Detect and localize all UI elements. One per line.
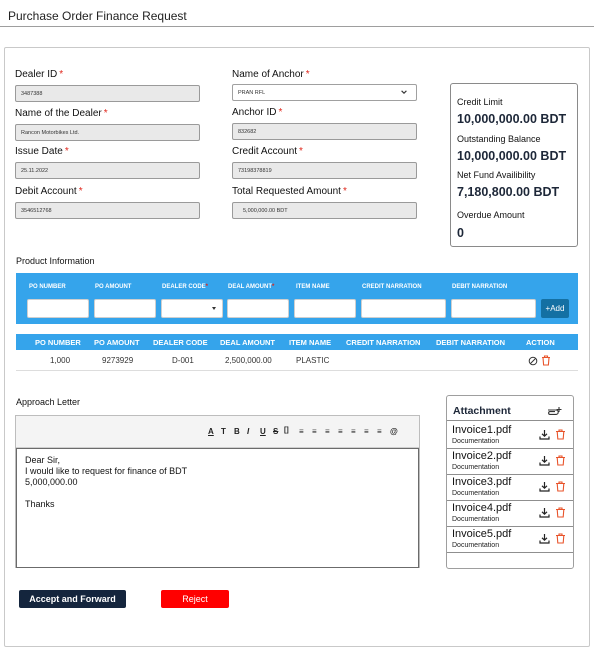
add-attachment-icon[interactable] — [546, 405, 562, 416]
strikethrough-button[interactable]: S — [273, 427, 279, 436]
anchor-id-label: Anchor ID * — [232, 107, 283, 118]
attachment-title: Attachment — [453, 405, 511, 417]
attachment-item — [447, 423, 573, 449]
col-credit-narration: CREDIT NARRATION — [346, 338, 421, 347]
cell-dealer-code: D-001 — [172, 356, 194, 365]
image-button[interactable]: [] — [284, 427, 289, 434]
balance-panel — [450, 83, 578, 247]
underline-button[interactable]: U — [260, 427, 266, 436]
outstanding-value: 10,000,000.00 BDT — [457, 149, 567, 163]
debit-account-label: Debit Account * — [15, 186, 83, 197]
table-divider — [16, 370, 578, 371]
cell-item-name: PLASTIC — [296, 356, 330, 365]
add-product-button[interactable]: +Add — [541, 299, 569, 318]
col-item-name: ITEM NAME — [289, 338, 332, 347]
cell-deal-amount: 2,500,000.00 — [225, 356, 272, 365]
list-button[interactable]: ≡ — [299, 427, 304, 436]
anchor-name-label: Name of Anchor * — [232, 69, 310, 80]
delete-icon[interactable] — [555, 455, 566, 466]
deal-amount-input[interactable] — [227, 299, 289, 318]
net-fund-label: Net Fund Availibility — [457, 170, 536, 180]
credit-account-label: Credit Account * — [232, 146, 303, 157]
delete-icon[interactable] — [555, 429, 566, 440]
italic-button[interactable]: I — [247, 427, 250, 436]
overdue-value: 0 — [457, 226, 464, 240]
attachment-item — [447, 527, 573, 553]
issue-date-label: Issue Date * — [15, 146, 69, 157]
dealer-name-field[interactable]: Rancon Motorbikes Ltd. — [15, 124, 200, 141]
chevron-down-icon — [400, 88, 408, 96]
download-icon[interactable] — [539, 429, 550, 440]
letter-line: 5,000,000.00 — [25, 477, 78, 487]
debit-narration-input[interactable] — [451, 299, 536, 318]
dealer-id-field[interactable]: 3487388 — [15, 85, 200, 102]
attachment-name[interactable]: Invoice5.pdf — [452, 528, 512, 540]
approach-letter-label: Approach Letter — [16, 397, 81, 407]
credit-account-field[interactable]: 73198378819 — [232, 162, 417, 179]
download-icon[interactable] — [539, 507, 550, 518]
attachment-type: Documentation — [452, 542, 500, 549]
cell-po-amount: 9273929 — [102, 356, 134, 365]
indent-button[interactable]: ≡ — [325, 427, 330, 436]
outstanding-label: Outstanding Balance — [457, 134, 541, 144]
delete-icon[interactable] — [555, 533, 566, 544]
attachment-panel — [446, 395, 574, 569]
letter-line: Dear Sir, — [25, 455, 61, 465]
font-size-button[interactable]: T — [221, 427, 226, 436]
attach-button[interactable]: @ — [390, 427, 398, 436]
letter-line: I would like to request for finance of BDT — [25, 466, 188, 476]
page-title: Purchase Order Finance Request — [8, 9, 187, 23]
align-right-button[interactable]: ≡ — [377, 427, 382, 436]
attachment-type: Documentation — [452, 464, 500, 471]
product-info-label: Product Information — [16, 256, 95, 266]
col-po-amount: PO AMOUNT — [94, 338, 140, 347]
outdent-button[interactable]: ≡ — [338, 427, 343, 436]
font-color-button[interactable]: A — [208, 427, 214, 436]
accept-and-forward-button[interactable]: Accept and Forward — [19, 590, 126, 608]
total-requested-field[interactable]: 5,000,000.00 BDT — [232, 202, 417, 219]
col-deal-amount: DEAL AMOUNT — [220, 338, 275, 347]
credit-narration-input[interactable] — [361, 299, 446, 318]
entry-header-dealer-code: DEALER CODE* — [162, 284, 209, 290]
caret-down-icon — [212, 307, 216, 310]
attachment-type: Documentation — [452, 490, 500, 497]
net-fund-value: 7,180,800.00 BDT — [457, 185, 560, 199]
letter-line — [25, 488, 410, 499]
dealer-code-select[interactable] — [161, 299, 223, 318]
delete-icon[interactable] — [555, 481, 566, 492]
approach-letter-text[interactable] — [16, 448, 419, 568]
po-number-input[interactable] — [27, 299, 89, 318]
anchor-id-field[interactable]: 832682 — [232, 123, 417, 140]
align-center-button[interactable]: ≡ — [364, 427, 369, 436]
attachment-item — [447, 475, 573, 501]
item-name-input[interactable] — [294, 299, 356, 318]
attachment-name[interactable]: Invoice2.pdf — [452, 450, 512, 462]
attachment-divider — [447, 552, 573, 553]
entry-header-debit-narration: DEBIT NARRATION — [452, 284, 508, 290]
attachment-item — [447, 501, 573, 527]
entry-header-po-number: PO NUMBER — [29, 284, 66, 290]
credit-limit-label: Credit Limit — [457, 97, 503, 107]
attachment-name[interactable]: Invoice1.pdf — [452, 424, 512, 436]
attachment-type: Documentation — [452, 438, 500, 445]
attachment-name[interactable]: Invoice3.pdf — [452, 476, 512, 488]
attachment-divider — [447, 420, 573, 421]
editor-toolbar — [16, 416, 419, 448]
letter-line: Thanks — [25, 499, 55, 509]
dealer-name-label: Name of the Dealer * — [15, 108, 108, 119]
download-icon[interactable] — [539, 533, 550, 544]
approach-letter-editor — [15, 415, 420, 568]
attachment-type: Documentation — [452, 516, 500, 523]
title-divider — [0, 26, 594, 27]
product-table-header — [16, 334, 578, 350]
attachment-name[interactable]: Invoice4.pdf — [452, 502, 512, 514]
credit-limit-value: 10,000,000.00 BDT — [457, 112, 567, 126]
overdue-label: Overdue Amount — [457, 210, 525, 220]
total-requested-label: Total Requested Amount * — [232, 186, 347, 197]
cancel-icon[interactable] — [528, 356, 538, 366]
download-icon[interactable] — [539, 455, 550, 466]
entry-header-item-name: ITEM NAME — [296, 284, 330, 290]
reject-button[interactable]: Reject — [161, 590, 229, 608]
delete-icon[interactable] — [555, 507, 566, 518]
dealer-id-label: Dealer ID * — [15, 69, 64, 80]
po-amount-input[interactable] — [94, 299, 156, 318]
delete-icon[interactable] — [541, 355, 551, 366]
entry-header-po-amount: PO AMOUNT — [95, 284, 132, 290]
attachment-item — [447, 449, 573, 475]
cell-po-number: 1,000 — [50, 356, 71, 365]
debit-account-field[interactable]: 3546512768 — [15, 202, 200, 219]
align-left-button[interactable]: ≡ — [351, 427, 356, 436]
entry-header-deal-amount: DEAL AMOUNT* — [228, 284, 275, 290]
anchor-name-value: PRAN RFL — [238, 90, 266, 96]
col-debit-narration: DEBIT NARRATION — [436, 338, 506, 347]
anchor-name-select[interactable] — [232, 84, 417, 101]
col-po-number: PO NUMBER — [35, 338, 81, 347]
product-entry-bar — [16, 273, 578, 324]
numbered-list-button[interactable]: ≡ — [312, 427, 317, 436]
bold-button[interactable]: B — [234, 427, 240, 436]
entry-header-credit-narration: CREDIT NARRATION — [362, 284, 422, 290]
issue-date-field[interactable]: 25.11.2022 — [15, 162, 200, 179]
col-action: ACTION — [526, 338, 555, 347]
download-icon[interactable] — [539, 481, 550, 492]
col-dealer-code: DEALER CODE — [153, 338, 208, 347]
